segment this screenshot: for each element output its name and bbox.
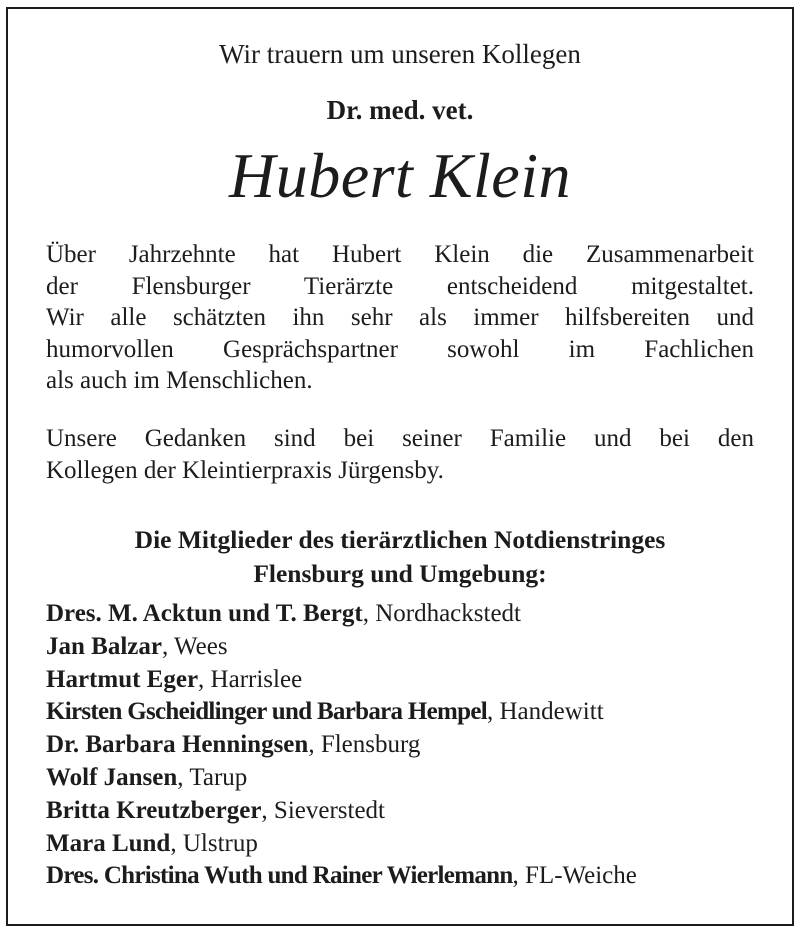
members-heading bbox=[0, 523, 800, 591]
member-entry: Britta Kreutzberger, Sieverstedt bbox=[46, 796, 386, 824]
paragraph-line: Über Jahrzehnte hat Hubert Klein die Zusammenarbeit bbox=[46, 241, 754, 268]
member-entry: Dres. Christina Wuth und Rainer Wierlemann, FL-Weiche bbox=[46, 862, 637, 890]
member-name: Britta Kreutzberger bbox=[46, 796, 262, 824]
member-entry: Hartmut Eger, Harrislee bbox=[46, 665, 303, 693]
member-name: Hartmut Eger bbox=[46, 665, 199, 693]
paragraph-line: Kollegen der Kleintierpraxis Jürgensby. bbox=[46, 456, 444, 484]
member-entry: Dr. Barbara Henningsen, Flensburg bbox=[46, 731, 421, 759]
members-heading-line: Flensburg und Umgebung: bbox=[253, 559, 547, 588]
member-name: Dr. Barbara Henningsen bbox=[46, 731, 309, 759]
member-place: Tarup bbox=[189, 763, 248, 791]
members-list bbox=[46, 598, 766, 893]
member-name: Mara Lund bbox=[46, 829, 171, 857]
intro-line: Wir trauern um unseren Kollegen bbox=[219, 39, 581, 69]
member-place: Flensburg bbox=[320, 731, 421, 759]
paragraph-line: der Flensburger Tierärzte entscheidend mitgestaltet. bbox=[46, 272, 754, 300]
member-name: Kirsten Gscheidlinger und Barbara Hempel bbox=[46, 698, 487, 726]
member-place: Ulstrup bbox=[182, 829, 258, 857]
member-name: Wolf Jansen bbox=[46, 763, 178, 791]
member-entry: Kirsten Gscheidlinger und Barbara Hempel, Handewitt bbox=[46, 698, 604, 726]
academic-title: Dr. med. vet. bbox=[326, 95, 474, 125]
member-name: Dres. Christina Wuth und Rainer Wierlemann bbox=[46, 862, 513, 890]
paragraph-line: als auch im Menschlichen. bbox=[46, 367, 313, 394]
member-entry: Jan Balzar, Wees bbox=[46, 632, 228, 660]
member-place: Wees bbox=[174, 632, 228, 660]
member-place: Nordhackstedt bbox=[375, 600, 521, 627]
deceased-name: Hubert Klein bbox=[229, 140, 571, 211]
member-entry: Dres. M. Acktun und T. Bergt, Nordhackstedt bbox=[46, 600, 521, 627]
member-place: Sieverstedt bbox=[273, 796, 386, 824]
paragraph-line: Wir alle schätzten ihn sehr als immer hilfsbereiten und bbox=[46, 304, 754, 331]
member-entry: Mara Lund, Ulstrup bbox=[46, 829, 258, 857]
member-name: Dres. M. Acktun und T. Bergt bbox=[46, 600, 363, 627]
condolence-paragraph bbox=[46, 423, 754, 486]
tribute-paragraph bbox=[46, 239, 754, 397]
members-heading-line: Die Mitglieder des tierärztlichen Notdienstringes bbox=[134, 525, 666, 554]
member-place: Handewitt bbox=[499, 698, 604, 726]
paragraph-line: humorvollen Gesprächspartner sowohl im Fachlichen bbox=[46, 335, 754, 363]
member-place: Harrislee bbox=[210, 665, 303, 693]
member-place: FL-Weiche bbox=[525, 862, 637, 890]
paragraph-line: Unsere Gedanken sind bei seiner Familie und bei den bbox=[46, 425, 754, 452]
member-entry: Wolf Jansen, Tarup bbox=[46, 763, 248, 791]
member-name: Jan Balzar bbox=[46, 632, 162, 660]
